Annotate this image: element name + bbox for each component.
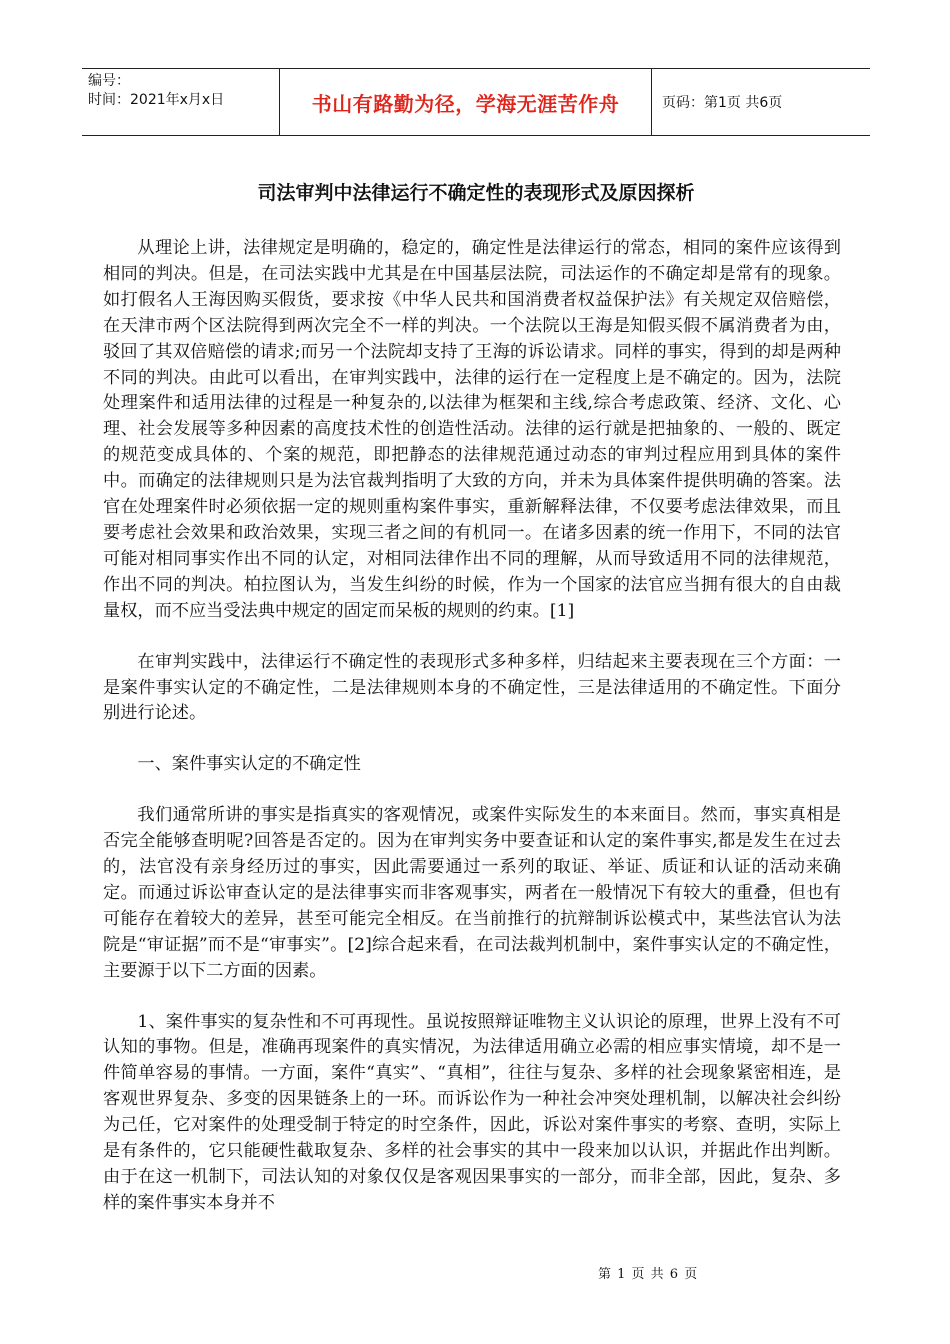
header-page-info-cell bbox=[652, 69, 870, 135]
header-page-info: 页码：第1页 共6页 bbox=[662, 95, 783, 111]
document-header bbox=[82, 68, 870, 136]
document-date: 时间：2021年x月x日 bbox=[88, 92, 225, 108]
paragraph: 从理论上讲，法律规定是明确的，稳定的，确定性是法律运行的常态，相同的案件应该得到相同的判决。但是，在司法实践中尤其是在中国基层法院，司法运作的不确定却是常有的现象。如打假名人王海因购买假货，要求按《中华人民共和国消费者权益保护法》有关规定双倍赔偿，在天津市两个区法院得到两次完全不一样的判决。一个法院以王海是知假买假不属消费者为由，驳回了其双倍赔偿的请求;而另一个法院却支持了王海的诉讼请求。同样的事实，得到的却是两种不同的判决。由此可以看出，在审判实践中，法律的运行在一定程度上是不确定的。因为，法院处理案件和适用法律的过程是一种复杂的,以法律为框架和主线,综合考虑政策、经济、文化、心理、社会发展等多种因素的高度技术性的创造性活动。法律的运行就是把抽象的、一般的、既定的规范变成具体的、个案的规范，即把静态的法律规范通过动态的审判过程应用到具体的案件中。而确定的法律规则只是为法官裁判指明了大致的方向，并未为具体案件提供明确的答案。法官在处理案件时必须依据一定的规则重构案件事实，重新解释法律，不仅要考虑法律效果，而且要考虑社会效果和政治效果，实现三者之间的有机同一。在诸多因素的统一作用下，不同的法官可能对相同事实作出不同的认定，对相同法律作出不同的理解，从而导致适用不同的法律规范，作出不同的判决。柏拉图认为，当发生纠纷的时候，作为一个国家的法官应当拥有很大的自由裁量权，而不应当受法典中规定的固定而呆板的规则的约束。[1] bbox=[103, 238, 841, 621]
header-slogan-cell bbox=[279, 69, 652, 135]
document-body bbox=[103, 236, 841, 1242]
document-number-label: 编号： bbox=[88, 73, 130, 89]
paragraph: 在审判实践中，法律运行不确定性的表现形式多种多样，归结起来主要表现在三个方面：一是案件事实认定的不确定性，二是法律规则本身的不确定性，三是法律适用的不确定性。下面分别进行论述。 bbox=[103, 651, 841, 724]
document-title: 司法审判中法律运行不确定性的表现形式及原因探析 bbox=[257, 182, 695, 204]
paragraph: 我们通常所讲的事实是指真实的客观情况，或案件实际发生的本来面目。然而，事实真相是否完全能够查明呢?回答是否定的。因为在审判实务中要查证和认定的案件事实,都是发生在过去的，法官没有亲身经历过的事实，因此需要通过一系列的取证、举证、质证和认证的活动来确定。而通过诉讼审查认定的是法律事实而非客观事实，两者在一般情况下有较大的重叠，但也有可能存在着较大的差异，甚至可能完全相反。在当前推行的抗辩制诉讼模式中，某些法官认为法院是“审证据”而不是“审事实”。[2]综合起来看，在司法裁判机制中，案件事实认定的不确定性，主要源于以下二方面的因素。 bbox=[103, 805, 841, 981]
page-footer: 第 1 页 共 6 页 bbox=[598, 1267, 699, 1282]
header-slogan: 书山有路勤为径，学海无涯苦作舟 bbox=[311, 91, 620, 116]
section-heading: 一、案件事实认定的不确定性 bbox=[137, 754, 361, 775]
paragraph: 1、案件事实的复杂性和不可再现性。虽说按照辩证唯物主义认识论的原理，世界上没有不可认知的事物。但是，准确再现案件的真实情况，为法律适用确立必需的相应事实情境，却不是一件简单容易的事情。一方面，案件“真实”、“真相”，往往与复杂、多样的社会现象紧密相连，是客观世界复杂、多变的因果链条上的一环。而诉讼作为一种社会冲突处理机制，以解决社会纠纷为己任，它对案件的处理受制于特定的时空条件，因此，诉讼对案件事实的考察、查明，实际上是有条件的，它只能硬性截取复杂、多样的社会事实的其中一段来加以认识，并据此作出判断。由于在这一机制下，司法认知的对象仅仅是客观因果事实的一部分，而非全部，因此，复杂、多样的案件事实本身并不 bbox=[103, 1011, 841, 1213]
header-meta bbox=[82, 69, 279, 135]
